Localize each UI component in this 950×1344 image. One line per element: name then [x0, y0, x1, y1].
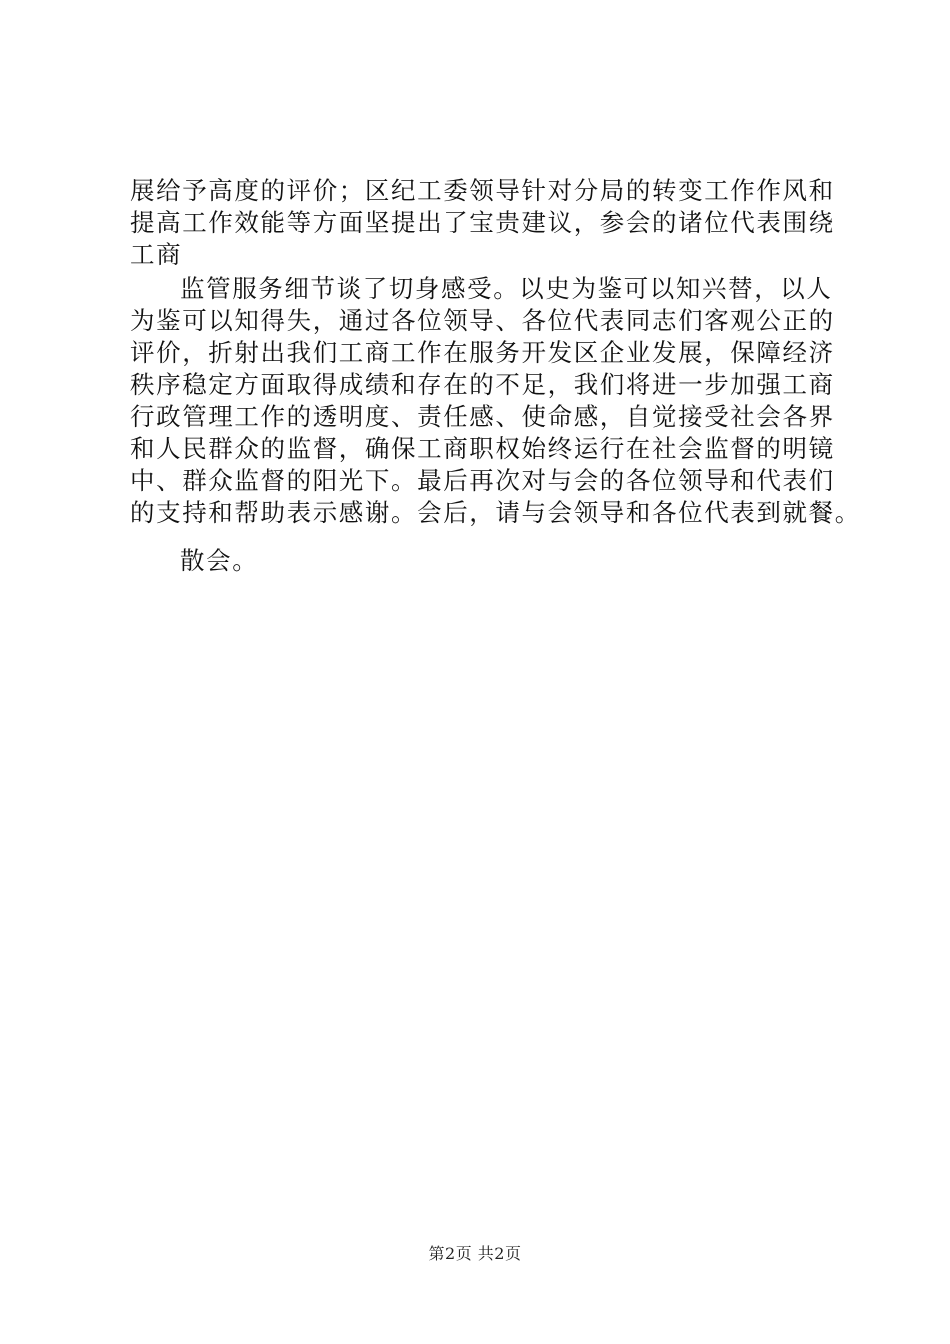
page-number-footer: 第2页 共2页	[428, 1244, 522, 1263]
paragraph-2-line-2: 为鉴可以知得失，通过各位领导、各位代表同志们客观公正的	[130, 306, 835, 335]
paragraph-2-line-4: 秩序稳定方面取得成绩和存在的不足，我们将进一步加强工商	[130, 370, 835, 399]
paragraph-2-line-6: 和人民群众的监督，确保工商职权始终运行在社会监督的明镜	[130, 434, 835, 463]
paragraph-1-line-2: 提高工作效能等方面坚提出了宝贵建议，参会的诸位代表围绕	[130, 208, 835, 237]
paragraph-2-line-8: 的支持和帮助表示感谢。会后，请与会领导和各位代表到就餐。	[130, 498, 861, 527]
paragraph-3: 散会。	[180, 546, 259, 575]
paragraph-1-line-1: 展给予高度的评价；区纪工委领导针对分局的转变工作作风和	[130, 176, 835, 205]
paragraph-2-line-7: 中、群众监督的阳光下。最后再次对与会的各位领导和代表们	[130, 466, 835, 495]
paragraph-2-line-1: 监管服务细节谈了切身感受。以史为鉴可以知兴替，以人	[180, 274, 833, 303]
paragraph-1-line-3: 工商	[130, 240, 183, 269]
paragraph-2-line-5: 行政管理工作的透明度、责任感、使命感，自觉接受社会各界	[130, 402, 835, 431]
paragraph-2-line-3: 评价，折射出我们工商工作在服务开发区企业发展，保障经济	[130, 338, 835, 367]
